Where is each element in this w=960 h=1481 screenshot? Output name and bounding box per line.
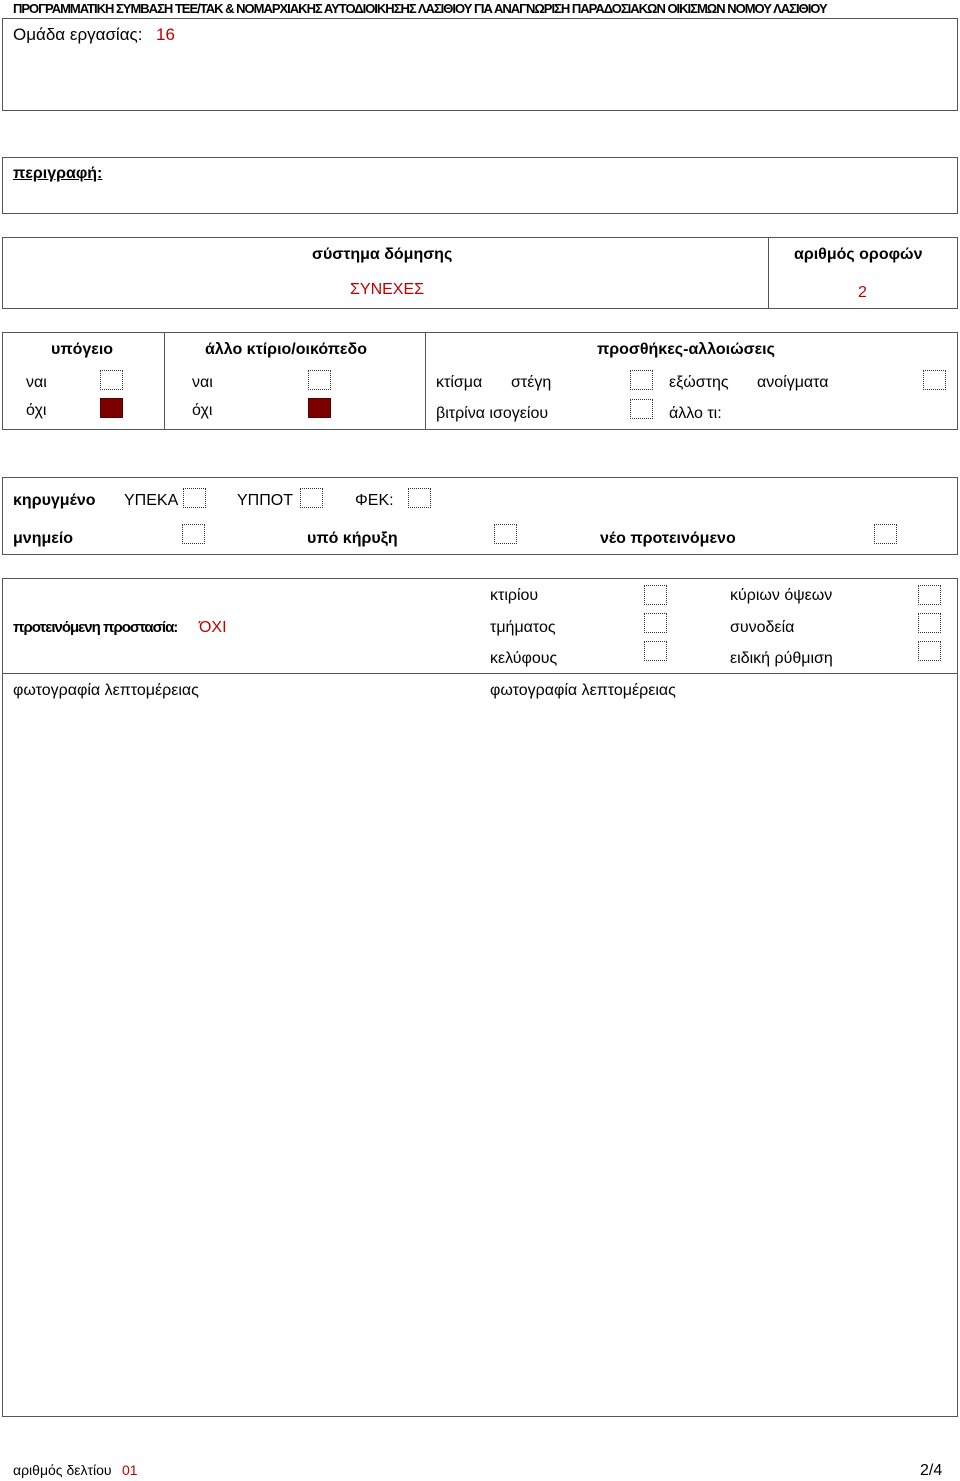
yppot-label: ΥΠΠΟΤ bbox=[237, 492, 293, 509]
protection-special-checkbox[interactable] bbox=[918, 641, 941, 661]
basement-no-checkbox[interactable] bbox=[100, 398, 123, 418]
additions-roof-label: στέγη bbox=[511, 374, 552, 391]
additions-shopfront-checkbox[interactable] bbox=[630, 399, 653, 419]
protection-ensemble-label: συνοδεία bbox=[730, 619, 795, 636]
other-building-title: άλλο κτίριο/οικόπεδο bbox=[205, 341, 367, 358]
listing-box bbox=[2, 477, 958, 555]
additions-balcony-label: εξώστης bbox=[669, 374, 729, 391]
sheet-number-value: 01 bbox=[122, 1462, 138, 1478]
sheet-number-label: αριθμός δελτίου bbox=[13, 1462, 112, 1478]
declared-label: κηρυγμένο bbox=[13, 492, 96, 509]
other-building-yes-label: ναι bbox=[192, 374, 213, 391]
protection-part-label: τμήματος bbox=[490, 619, 556, 636]
description-label: περιγραφή: bbox=[13, 165, 103, 182]
floors-label: αριθμός οροφών bbox=[794, 246, 923, 263]
description-box bbox=[2, 157, 958, 214]
other-building-no-checkbox[interactable] bbox=[308, 398, 331, 418]
working-group-box bbox=[2, 18, 958, 111]
additions-shopfront-label: βιτρίνα ισογείου bbox=[436, 405, 549, 422]
protection-shell-checkbox[interactable] bbox=[644, 641, 667, 661]
additions-roof-checkbox[interactable] bbox=[630, 370, 653, 390]
fek-checkbox[interactable] bbox=[408, 488, 431, 508]
proposed-protection-value: ΌΧΙ bbox=[199, 619, 227, 636]
other-building-yes-checkbox[interactable] bbox=[308, 370, 331, 390]
under-declaration-label: υπό κήρυξη bbox=[307, 530, 398, 547]
additions-openings-checkbox[interactable] bbox=[923, 370, 946, 390]
protection-special-label: ειδική ρύθμιση bbox=[730, 650, 833, 667]
ypeka-label: ΥΠΕΚΑ bbox=[124, 492, 179, 509]
additions-other-label: άλλο τι: bbox=[669, 405, 722, 422]
floors-value: 2 bbox=[858, 284, 867, 301]
under-declaration-checkbox[interactable] bbox=[494, 524, 517, 544]
protection-main-facades-label: κύριων όψεων bbox=[730, 587, 833, 604]
yppot-checkbox[interactable] bbox=[300, 488, 323, 508]
protection-building-label: κτιρίου bbox=[490, 587, 539, 604]
protection-shell-label: κελύφους bbox=[490, 650, 558, 667]
structure-system-label: σύστημα δόμησης bbox=[312, 246, 453, 263]
additions-building-label: κτίσμα bbox=[436, 374, 483, 391]
features-divider-1 bbox=[164, 332, 165, 430]
monument-checkbox[interactable] bbox=[182, 524, 205, 544]
structure-system-value: ΣΥΝΕΧΕΣ bbox=[350, 281, 425, 298]
basement-title: υπόγειο bbox=[51, 341, 114, 358]
protection-photos-box bbox=[2, 578, 958, 1417]
fek-label: ΦΕΚ: bbox=[355, 492, 394, 509]
working-group-label: Ομάδα εργασίας: bbox=[13, 25, 143, 44]
protection-part-checkbox[interactable] bbox=[644, 613, 667, 633]
additions-openings-label: ανοίγματα bbox=[757, 374, 829, 391]
basement-yes-label: ναι bbox=[26, 374, 47, 391]
other-building-no-label: όχι bbox=[192, 402, 213, 419]
protection-building-checkbox[interactable] bbox=[644, 585, 667, 605]
features-divider-2 bbox=[425, 332, 426, 430]
new-proposed-label: νέο προτεινόμενο bbox=[600, 530, 736, 547]
structure-divider bbox=[768, 237, 769, 309]
document-header: ΠΡΟΓΡΑΜΜΑΤΙΚΗ ΣΥΜΒΑΣΗ ΤΕΕ/ΤΑΚ & ΝΟΜΑΡΧΙΑΚΗΣ ΑΥΤΟΔΙΟΙΚΗΣΗΣ ΛΑΣΙΘΙΟΥ ΓΙΑ ΑΝΑΓΝΩΡΙΣΗ ΠΑΡΑΔΟΣΙΑΚΩΝ ΟΙΚΙΣΜΩΝ ΝΟΜΟΥ ΛΑΣΙΘΙΟΥ bbox=[13, 1, 827, 16]
detail-photo-left-label: φωτογραφία λεπτομέρειας bbox=[13, 682, 199, 699]
page-number: 2/4 bbox=[920, 1462, 943, 1479]
working-group-value: 16 bbox=[156, 25, 175, 44]
protection-ensemble-checkbox[interactable] bbox=[918, 613, 941, 633]
basement-no-label: όχι bbox=[26, 402, 47, 419]
detail-photo-right-label: φωτογραφία λεπτομέρειας bbox=[490, 682, 676, 699]
protection-main-facades-checkbox[interactable] bbox=[918, 585, 941, 605]
monument-label: μνημείο bbox=[13, 530, 74, 547]
protection-divider bbox=[2, 673, 958, 674]
new-proposed-checkbox[interactable] bbox=[874, 524, 897, 544]
ypeka-checkbox[interactable] bbox=[183, 488, 206, 508]
additions-title: προσθήκες-αλλοιώσεις bbox=[597, 341, 775, 358]
basement-yes-checkbox[interactable] bbox=[100, 370, 123, 390]
proposed-protection-label: προτεινόμενη προστασία: bbox=[13, 619, 178, 636]
